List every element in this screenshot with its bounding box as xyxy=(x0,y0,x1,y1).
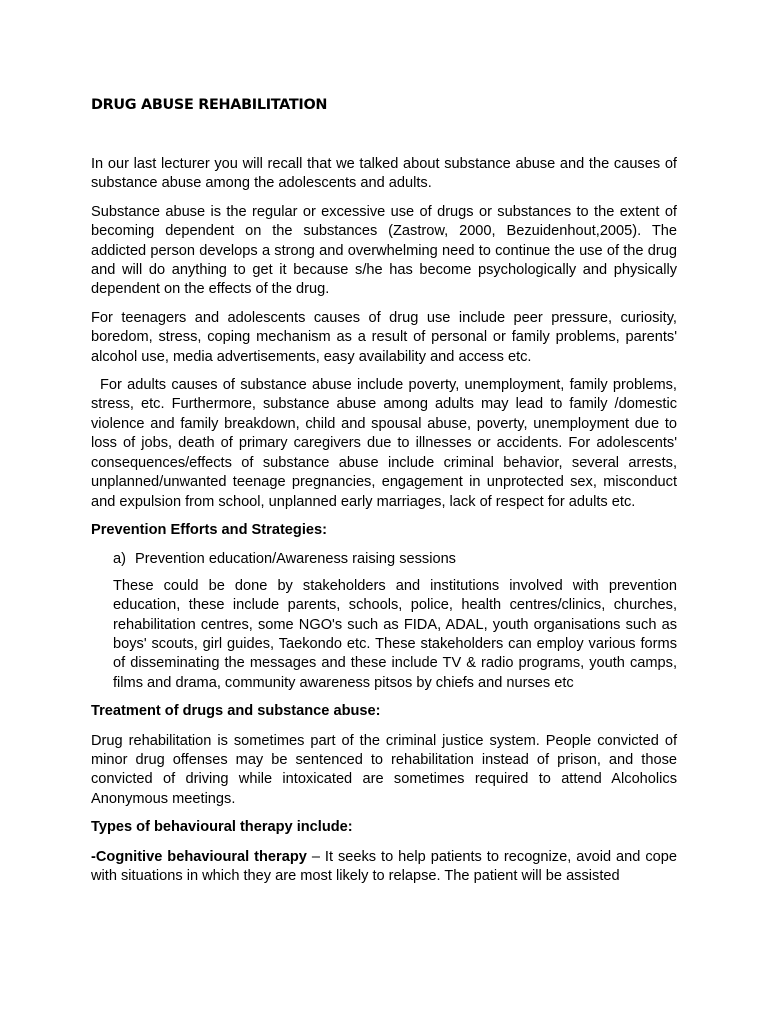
prevention-heading: Prevention Efforts and Strategies: xyxy=(91,521,327,538)
cbt-label: -Cognitive behavioural therapy xyxy=(91,848,307,865)
adult-causes-paragraph: For adults causes of substance abuse include poverty, unemployment, family problems, stress, etc. Furthermore, substance abuse among adults may lead to family /domestic violence and family breakdown, child and spousal abuse, poverty, unemployment due to loss of jobs, death of primary caregivers due to illnesses or accidents. For adolescents' consequences/effects of substance abuse include criminal behavior, several arrests, unplanned/unwanted teenage pregnancies, engagement in unprotected sex, misconduct and expulsion from school, unplanned early marriages, lack of respect for adults etc. xyxy=(91,377,677,510)
list-marker: a) xyxy=(113,551,126,568)
document-title: DRUG ABUSE REHABILITATION xyxy=(91,97,328,113)
prevention-education-paragraph: These could be done by stakeholders and institutions involved with prevention education, these include parents, schools, police, health centres/clinics, churches, rehabilitation centres, some NGO's such as FIDA, ADAL, youth organisations such as boys' scouts, girl guides, Taekondo etc. These stakeholders can employ various forms of disseminating the messages and these include TV & radio programs, youth camps, films and drama, community awareness pitsos by chiefs and nurses etc xyxy=(113,577,677,691)
teen-causes-paragraph: For teenagers and adolescents causes of drug use include peer pressure, curiosity, boredom, stress, coping mechanism as a result of personal or family problems, parents' alcohol use, media advertisements, easy availability and access etc. xyxy=(91,309,677,365)
treatment-heading: Treatment of drugs and substance abuse: xyxy=(91,703,381,720)
cbt-paragraph xyxy=(91,848,677,887)
intro-paragraph: In our last lecturer you will recall that we talked about substance abuse and the causes of substance abuse among the adolescents and adults. xyxy=(91,156,677,192)
definition-paragraph: Substance abuse is the regular or excessive use of drugs or substances to the extent of becoming dependent on the substances (Zastrow, 2000, Bezuidenhout,2005). The addicted person develops a strong and overwhelming need to continue the use of the drug and will do anything to get it because s/he has become psychologically and physically dependent on the effects of the drug. xyxy=(91,203,677,298)
treatment-paragraph: Drug rehabilitation is sometimes part of the criminal justice system. People convicted of minor drug offenses may be sentenced to rehabilitation instead of prison, and those convicted of driving while intoxicated are sometimes required to attend Alcoholics Anonymous meetings. xyxy=(91,732,677,807)
list-item xyxy=(113,550,677,569)
list-item-label: Prevention education/Awareness raising sessions xyxy=(135,551,456,568)
document-body xyxy=(91,155,677,895)
therapy-heading: Types of behavioural therapy include: xyxy=(91,819,353,836)
cbt-text: – It seeks to help patients to recognize, avoid and cope with situations in which they are most likely to relapse. The patient will be assisted xyxy=(91,848,677,884)
